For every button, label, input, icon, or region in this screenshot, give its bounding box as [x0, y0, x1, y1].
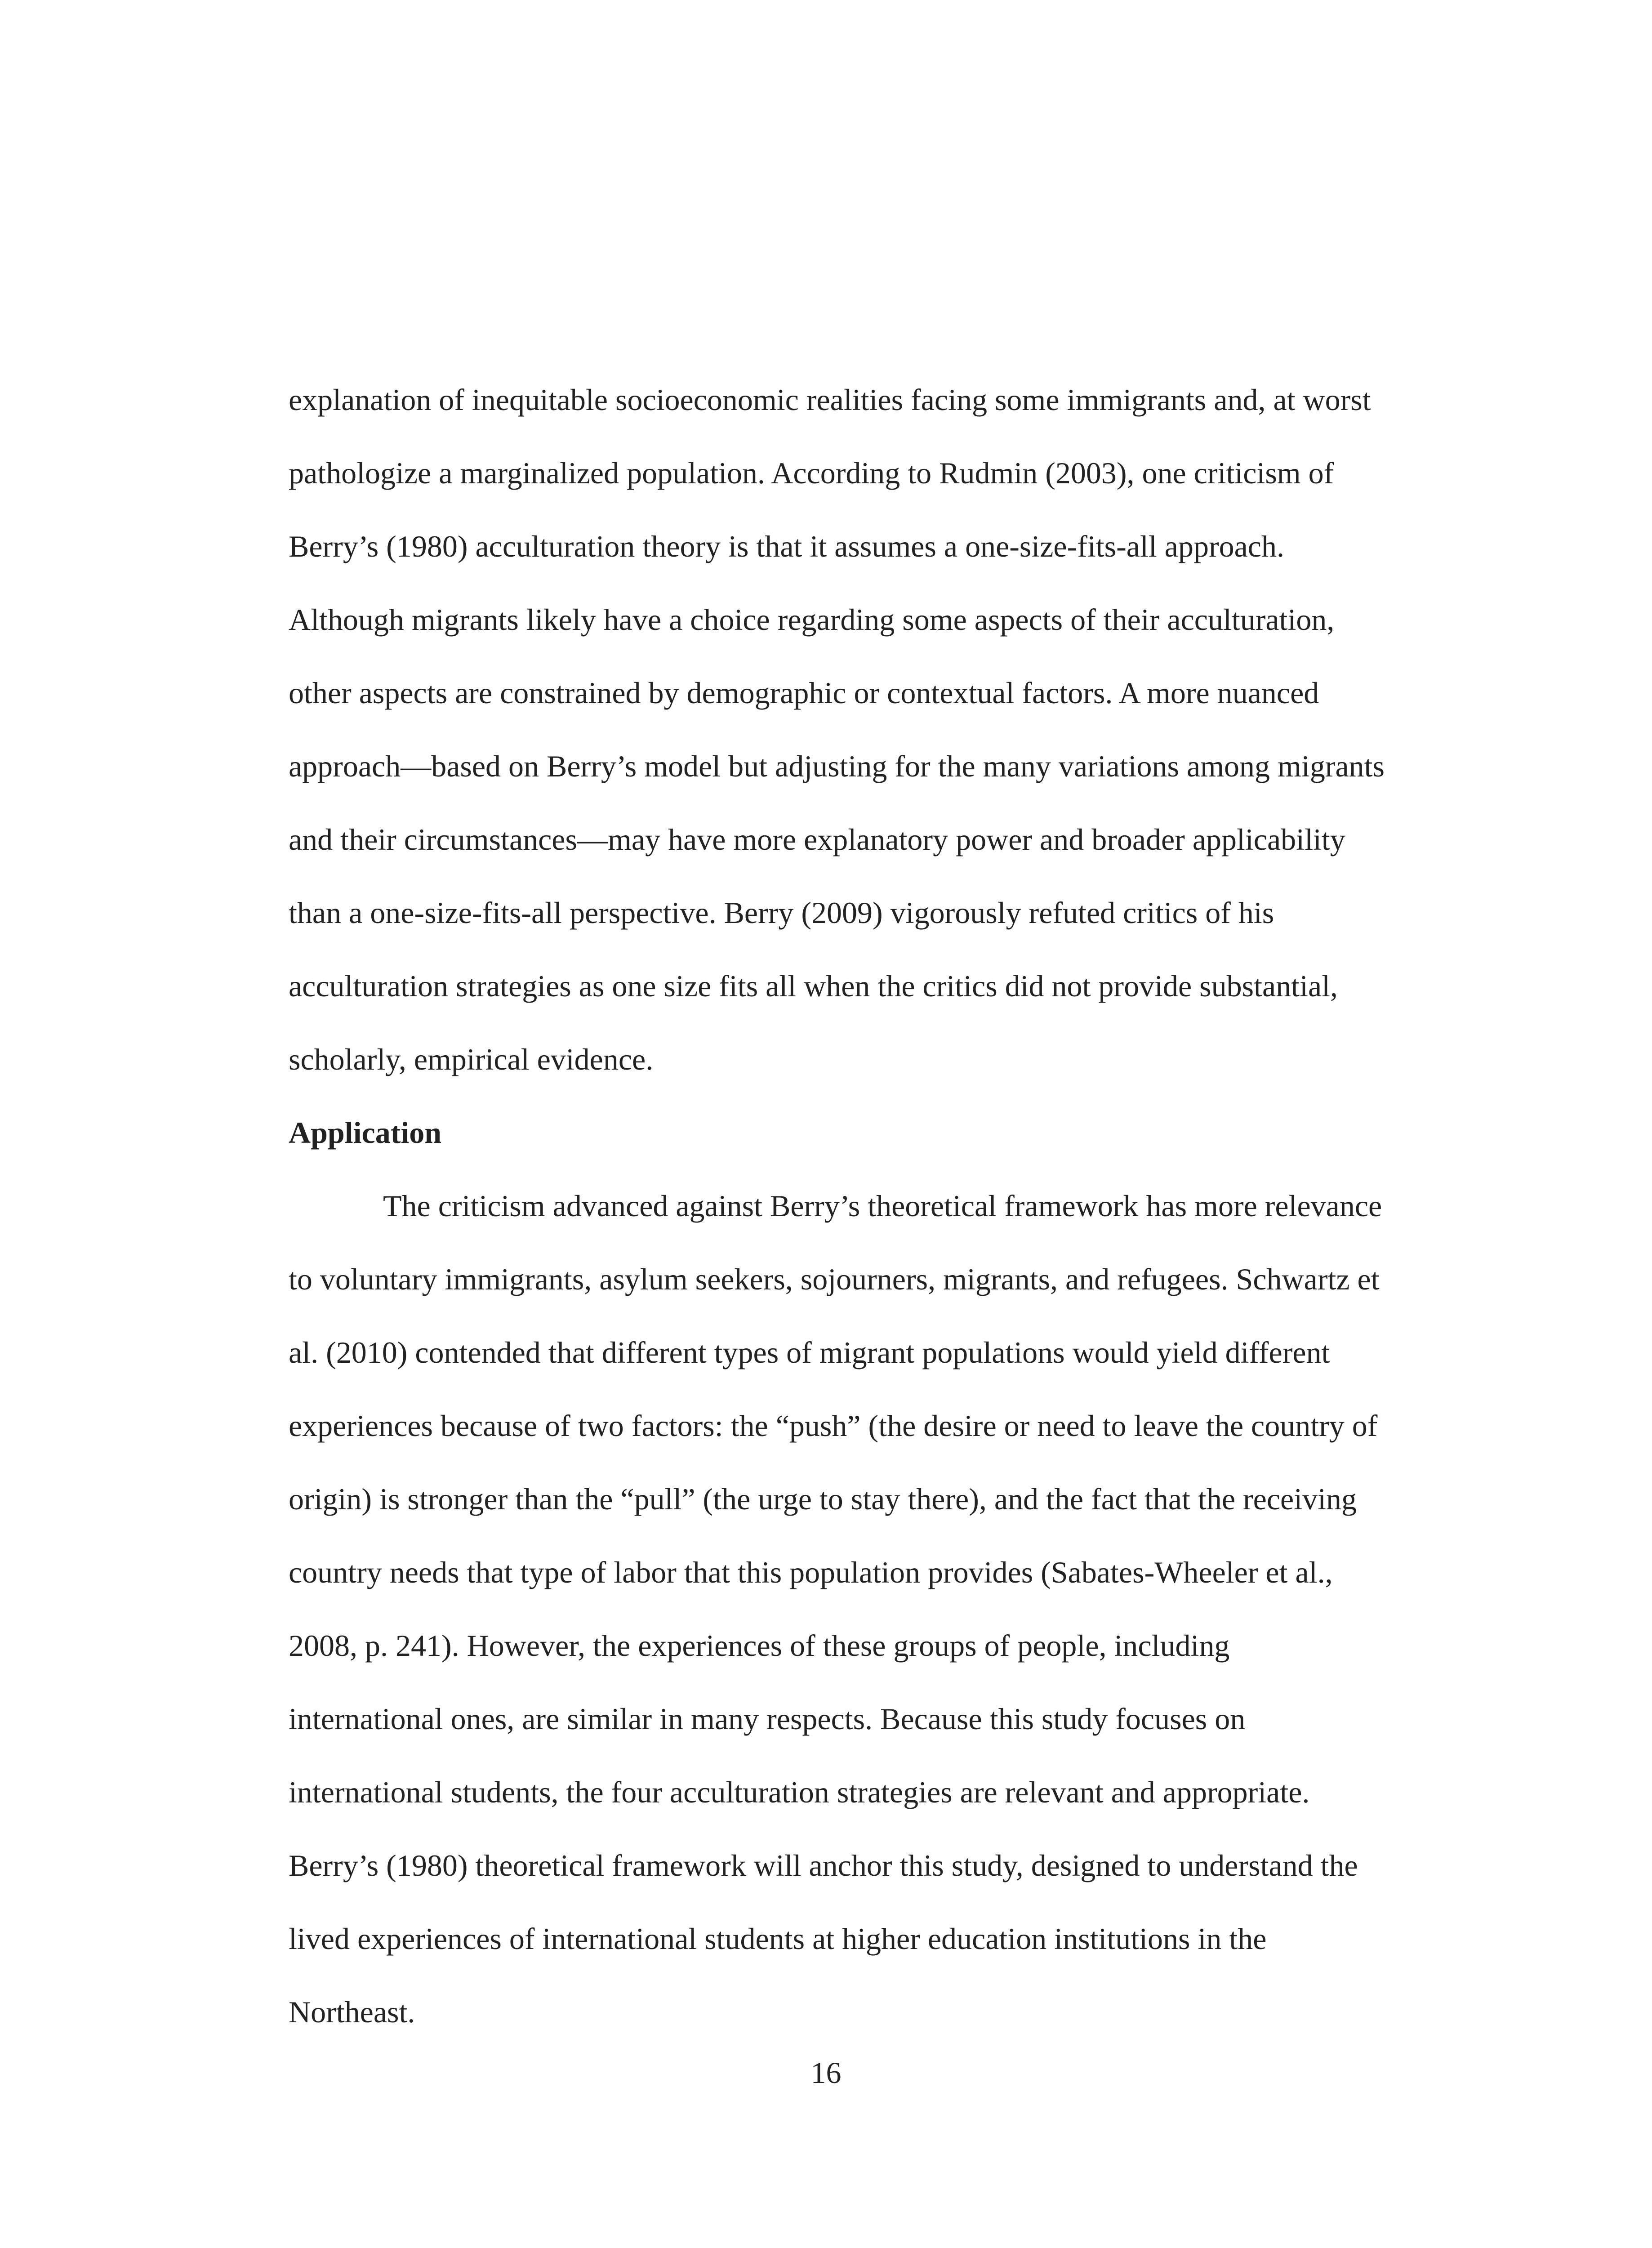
- page-number: 16: [810, 2056, 842, 2090]
- text-line: international ones, are similar in many respects. Because this study focuses on: [289, 1702, 1246, 1736]
- text-line: Berry’s (1980) acculturation theory is that it assumes a one-size-fits-all approach.: [289, 529, 1284, 563]
- paragraph-2: [289, 1169, 1439, 2049]
- text-line: international students, the four acculturation strategies are relevant and appropriate.: [289, 1775, 1310, 1809]
- text-line: Northeast.: [289, 1995, 415, 2029]
- text-line: country needs that type of labor that this population provides (Sabates-Wheeler et al.,: [289, 1555, 1333, 1589]
- body-text: [289, 363, 1439, 2049]
- text-line: than a one-size-fits-all perspective. Berry (2009) vigorously refuted critics of his: [289, 896, 1274, 930]
- text-line: pathologize a marginalized population. According to Rudmin (2003), one criticism of: [289, 456, 1334, 490]
- text-line: al. (2010) contended that different types of migrant populations would yield different: [289, 1335, 1330, 1369]
- text-line: explanation of inequitable socioeconomic realities facing some immigrants and, at worst: [289, 383, 1371, 417]
- text-line: to voluntary immigrants, asylum seekers, sojourners, migrants, and refugees. Schwartz et: [289, 1262, 1380, 1296]
- text-line: origin) is stronger than the “pull” (the urge to stay there), and the fact that the receiving: [289, 1482, 1357, 1516]
- text-line: 2008, p. 241). However, the experiences of these groups of people, including: [289, 1628, 1230, 1663]
- text-line: The criticism advanced against Berry’s theoretical framework has more relevance: [383, 1189, 1382, 1223]
- text-line: approach—based on Berry’s model but adjusting for the many variations among migrants: [289, 749, 1385, 783]
- text-line: and their circumstances—may have more explanatory power and broader applicability: [289, 822, 1345, 856]
- text-line: Berry’s (1980) theoretical framework will anchor this study, designed to understand the: [289, 1848, 1358, 1882]
- text-line: lived experiences of international students at higher education institutions in the: [289, 1922, 1267, 1956]
- text-line: Although migrants likely have a choice regarding some aspects of their acculturation,: [289, 602, 1335, 637]
- text-line: other aspects are constrained by demographic or contextual factors. A more nuanced: [289, 676, 1319, 710]
- section-heading: Application: [289, 1115, 442, 1150]
- text-line: scholarly, empirical evidence.: [289, 1042, 654, 1076]
- text-line: acculturation strategies as one size fits all when the critics did not provide substantial,: [289, 969, 1338, 1003]
- paragraph-1: [289, 363, 1439, 1096]
- text-line: experiences because of two factors: the “push” (the desire or need to leave the country of: [289, 1409, 1378, 1443]
